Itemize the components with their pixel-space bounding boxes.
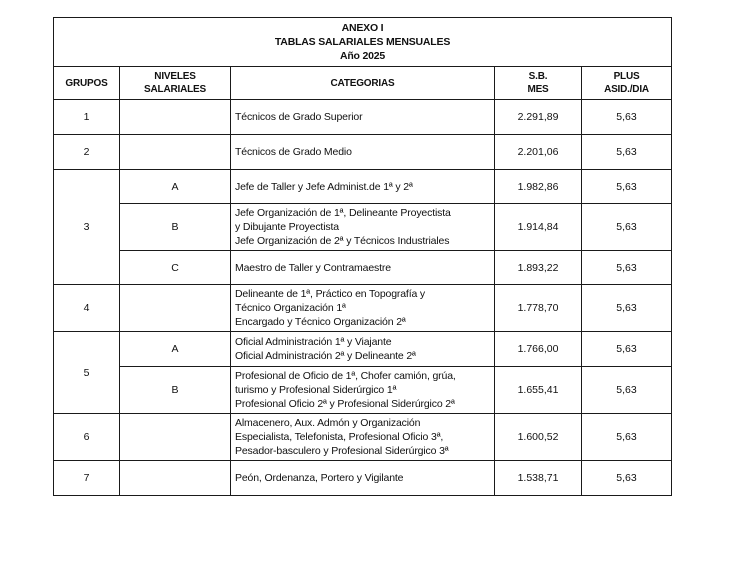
table-header-row — [54, 67, 672, 100]
sb-cell: 1.893,22 — [495, 251, 582, 285]
plus-cell: 5,63 — [582, 251, 672, 285]
header-plus-line2: ASID./DIA — [604, 84, 649, 95]
categoria-cell — [231, 414, 495, 461]
categoria-line: Encargado y Técnico Organización 2ª — [235, 316, 406, 328]
header-sb-mes — [495, 67, 582, 100]
table-title — [54, 18, 672, 67]
categoria-line: Almacenero, Aux. Admón y Organización — [235, 417, 421, 429]
categoria-line: Profesional Oficio 2ª y Profesional Siderúrgico 2ª — [235, 398, 455, 410]
plus-cell: 5,63 — [582, 414, 672, 461]
nivel-cell: B — [120, 204, 231, 251]
nivel-cell-empty — [120, 285, 231, 332]
categoria-cell — [231, 285, 495, 332]
table-row — [54, 135, 672, 170]
plus-cell: 5,63 — [582, 100, 672, 135]
grupo-cell: 2 — [54, 135, 120, 170]
table-row — [54, 100, 672, 135]
table-row — [54, 461, 672, 496]
title-annex: ANEXO I — [341, 22, 384, 34]
table-row — [54, 367, 672, 414]
categoria-cell — [231, 204, 495, 251]
table-row — [54, 170, 672, 204]
categoria-cell: Peón, Ordenanza, Portero y Vigilante — [231, 461, 495, 496]
plus-cell: 5,63 — [582, 367, 672, 414]
grupo-cell: 3 — [54, 170, 120, 285]
grupo-cell: 5 — [54, 332, 120, 414]
categoria-cell: Maestro de Taller y Contramaestre — [231, 251, 495, 285]
header-grupos — [54, 67, 120, 100]
table-row — [54, 251, 672, 285]
nivel-cell-empty — [120, 100, 231, 135]
header-plus-line1: PLUS — [613, 71, 640, 82]
plus-cell: 5,63 — [582, 285, 672, 332]
categoria-line: Jefe Organización de 1ª, Delineante Proyectista — [235, 207, 451, 219]
plus-cell: 5,63 — [582, 332, 672, 367]
header-plus — [582, 67, 672, 100]
categoria-cell — [231, 367, 495, 414]
sb-cell: 2.291,89 — [495, 100, 582, 135]
header-sb-line1: S.B. — [528, 71, 548, 82]
sb-cell: 1.538,71 — [495, 461, 582, 496]
categoria-line: Oficial Administración 1ª y Viajante — [235, 336, 392, 348]
header-sb-line2: MES — [527, 84, 549, 95]
categoria-line: Especialista, Telefonista, Profesional Oficio 3ª, — [235, 431, 444, 443]
plus-cell: 5,63 — [582, 204, 672, 251]
categoria-cell — [231, 332, 495, 367]
nivel-cell-empty — [120, 461, 231, 496]
title-year: Año 2025 — [339, 50, 386, 62]
nivel-cell: C — [120, 251, 231, 285]
categoria-line: Profesional de Oficio de 1ª, Chofer camión, grúa, — [235, 370, 456, 382]
plus-cell: 5,63 — [582, 461, 672, 496]
plus-cell: 5,63 — [582, 135, 672, 170]
sb-cell: 1.982,86 — [495, 170, 582, 204]
salary-table-document — [53, 17, 671, 496]
categoria-line: Pesador-basculero y Profesional Siderúrgico 3ª — [235, 445, 449, 457]
salary-table — [53, 17, 672, 496]
header-categorias — [231, 67, 495, 100]
nivel-cell-empty — [120, 414, 231, 461]
grupo-cell: 4 — [54, 285, 120, 332]
nivel-cell: A — [120, 332, 231, 367]
header-grupos-label: GRUPOS — [65, 77, 108, 89]
sb-cell: 1.766,00 — [495, 332, 582, 367]
categoria-line: y Dibujante Proyectista — [235, 221, 339, 233]
table-row — [54, 414, 672, 461]
grupo-cell: 7 — [54, 461, 120, 496]
sb-cell: 1.778,70 — [495, 285, 582, 332]
header-niveles-line1: NIVELES — [154, 71, 196, 82]
categoria-line: Jefe Organización de 2ª y Técnicos Industriales — [235, 235, 450, 247]
categoria-line: Delineante de 1ª, Práctico en Topografía y — [235, 288, 426, 300]
table-title-row — [54, 18, 672, 67]
categoria-cell: Técnicos de Grado Medio — [231, 135, 495, 170]
nivel-cell-empty — [120, 135, 231, 170]
header-niveles — [120, 67, 231, 100]
sb-cell: 1.655,41 — [495, 367, 582, 414]
table-row — [54, 332, 672, 367]
categoria-cell: Jefe de Taller y Jefe Administ.de 1ª y 2ª — [231, 170, 495, 204]
categoria-line: Oficial Administración 2ª y Delineante 2ª — [235, 350, 416, 362]
grupo-cell: 1 — [54, 100, 120, 135]
table-row — [54, 204, 672, 251]
categoria-line: Técnico Organización 1ª — [235, 302, 346, 314]
sb-cell: 1.600,52 — [495, 414, 582, 461]
table-row — [54, 285, 672, 332]
nivel-cell: A — [120, 170, 231, 204]
title-tables: TABLAS SALARIALES MENSUALES — [274, 36, 451, 48]
nivel-cell: B — [120, 367, 231, 414]
sb-cell: 1.914,84 — [495, 204, 582, 251]
categoria-cell: Técnicos de Grado Superior — [231, 100, 495, 135]
plus-cell: 5,63 — [582, 170, 672, 204]
categoria-line: turismo y Profesional Siderúrgico 1ª — [235, 384, 397, 396]
header-categorias-label: CATEGORIAS — [330, 77, 395, 89]
grupo-cell: 6 — [54, 414, 120, 461]
sb-cell: 2.201,06 — [495, 135, 582, 170]
header-niveles-line2: SALARIALES — [144, 84, 206, 95]
